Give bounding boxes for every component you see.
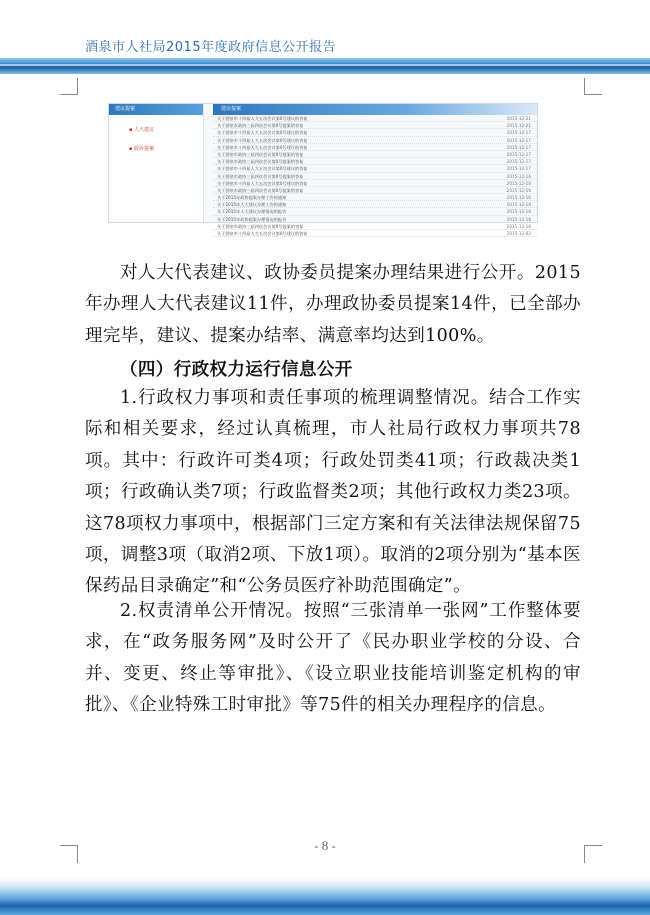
screenshot-row-date: 2015-12-16 — [506, 223, 531, 229]
embedded-website-screenshot — [108, 103, 538, 236]
screenshot-row-title: 关于酒泉市十四届人大五次会议第0号建议的答复 — [217, 116, 308, 121]
screenshot-row-date: 2015-12-17 — [506, 137, 531, 143]
screenshot-list-row — [213, 129, 537, 136]
crop-mark-top-left — [62, 78, 78, 94]
screenshot-row-title: 关于酒泉市政协三届四次会议第0号提案的答复 — [217, 159, 304, 165]
screenshot-row-title: 关于酒泉市政协三届四次会议第0号提案的答复 — [217, 223, 304, 229]
screenshot-list-row — [213, 158, 537, 165]
header-decorative-band — [0, 58, 650, 74]
screenshot-row-date: 2015-12-16 — [506, 180, 531, 186]
screenshot-row-title: 关于酒泉市十四届人大五次会议第0号建议的答复 — [217, 166, 308, 172]
screenshot-row-title: 关于2015年人大建议办理工作的通知 — [217, 202, 287, 208]
document-header-title: 酒泉市人社局2015年度政府信息公开报告 — [85, 40, 337, 55]
screenshot-row-date: 2015-12-02 — [506, 231, 531, 236]
screenshot-row-title: 关于酒泉市政协三届四次会议第0号提案的答复 — [217, 173, 304, 179]
screenshot-list-row — [213, 165, 537, 172]
screenshot-row-title: 关于2015年政协提案办理工作的通知 — [217, 195, 287, 201]
screenshot-list-row — [213, 208, 537, 215]
screenshot-row-date: 2015-12-17 — [506, 166, 531, 172]
screenshot-row-date: 2015-12-17 — [506, 159, 531, 165]
page-number: - 8 - — [314, 838, 336, 853]
footer-decorative-band — [0, 878, 650, 915]
screenshot-row-title: 关于酒泉市十四届人大五次会议第0号建议的答复 — [217, 144, 308, 150]
screenshot-list-row — [213, 122, 537, 129]
screenshot-row-date: 2015-12-17 — [506, 151, 531, 157]
screenshot-row-title: 关于酒泉市政协三届四次会议第0号提案的答复 — [217, 151, 304, 157]
screenshot-list-row — [213, 201, 537, 208]
screenshot-row-date: 2015-12-16 — [506, 187, 531, 193]
screenshot-row-date: 2015-12-16 — [506, 195, 531, 201]
screenshot-row-date: 2015-12-16 — [506, 216, 531, 222]
crop-mark-top-left-h — [60, 94, 78, 95]
screenshot-list — [213, 115, 537, 237]
screenshot-list-row — [213, 144, 537, 151]
screenshot-row-title: 关于酒泉市十四届人大五次会议第0号建议的答复 — [217, 231, 308, 236]
screenshot-list-row — [213, 216, 537, 223]
screenshot-list-header: 建议提案 — [213, 104, 537, 115]
section-heading-admin-power: （四）行政权力运行信息公开 — [120, 360, 353, 380]
screenshot-list-panel — [213, 104, 537, 236]
screenshot-row-title: 关于酒泉市政协三届四次会议第0号提案的答复 — [217, 123, 304, 129]
screenshot-sidebar-header: 建议提案 — [109, 104, 203, 115]
screenshot-row-date: 2015-12-16 — [506, 209, 531, 215]
screenshot-row-title: 关于酒泉市政协三届四次会议第0号提案的答复 — [217, 187, 304, 193]
screenshot-link-renda: ▪ 人大建议 — [129, 126, 154, 133]
screenshot-list-row — [213, 173, 537, 180]
crop-mark-top-right — [584, 78, 600, 94]
crop-mark-top-right-h — [584, 94, 602, 95]
screenshot-row-date: 2015-12-17 — [506, 144, 531, 150]
screenshot-row-title: 关于2015年人大建议办理情况的报告 — [217, 209, 287, 215]
screenshot-row-date: 2015-12-21 — [506, 123, 531, 129]
screenshot-list-row — [213, 115, 537, 122]
screenshot-list-row — [213, 187, 537, 194]
screenshot-sidebar — [109, 104, 204, 222]
screenshot-list-row — [213, 223, 537, 230]
screenshot-list-row — [213, 137, 537, 144]
paragraph-proposal-results: 对人大代表建议、政协委员提案办理结果进行公开。2015年办理人大代表建议11件，办理政协委员提案14件，已全部办理完毕，建议、提案办结率、满意率均达到100%。 — [85, 263, 581, 346]
screenshot-row-title: 关于酒泉市十四届人大五次会议第0号建议的答复 — [217, 180, 308, 186]
screenshot-list-row — [213, 151, 537, 158]
screenshot-row-date: 2015-12-16 — [506, 173, 531, 179]
screenshot-row-title: 关于酒泉市十四届人大五次会议第0号建议的答复 — [217, 130, 308, 136]
screenshot-row-title: 关于酒泉市十四届人大五次会议第0号建议的答复 — [217, 137, 308, 143]
screenshot-list-row — [213, 230, 537, 237]
screenshot-row-date: 2015-12-17 — [506, 130, 531, 136]
paragraph-power-items: 1.行政权力事项和责任事项的梳理调整情况。结合工作实际和相关要求，经过认真梳理，市人社局行政权力事项共78项。其中：行政许可类4项；行政处罚类41项；行政裁决类1项；行政确认类7项；行政监督类2项；其他行政权力类23项。这78项权力事项中，根据部门三定方案和有关法律法规保留75项，调整3项（取消2项、下放1项）。取消的2项分别为“基本医保药品目录确定”和“公务员医疗补助范围确定”。 — [85, 388, 581, 597]
screenshot-row-date: 2015-12-16 — [506, 202, 531, 208]
screenshot-list-row — [213, 180, 537, 187]
screenshot-row-date: 2015-12-21 — [506, 116, 531, 121]
screenshot-row-title: 关于2015年政协提案办理情况的报告 — [217, 216, 287, 222]
screenshot-link-zhengxie: ▪ 政协提案 — [129, 145, 154, 152]
paragraph-responsibility-list: 2.权责清单公开情况。按照“三张清单一张网”工作整体要求，在“政务服务网”及时公开了《民办职业学校的分设、合并、变更、终止等审批》、《设立职业技能培训鉴定机构的审批》、《企业特殊工时审批》等75件的相关办理程序的信息。 — [85, 601, 581, 716]
screenshot-list-row — [213, 194, 537, 201]
